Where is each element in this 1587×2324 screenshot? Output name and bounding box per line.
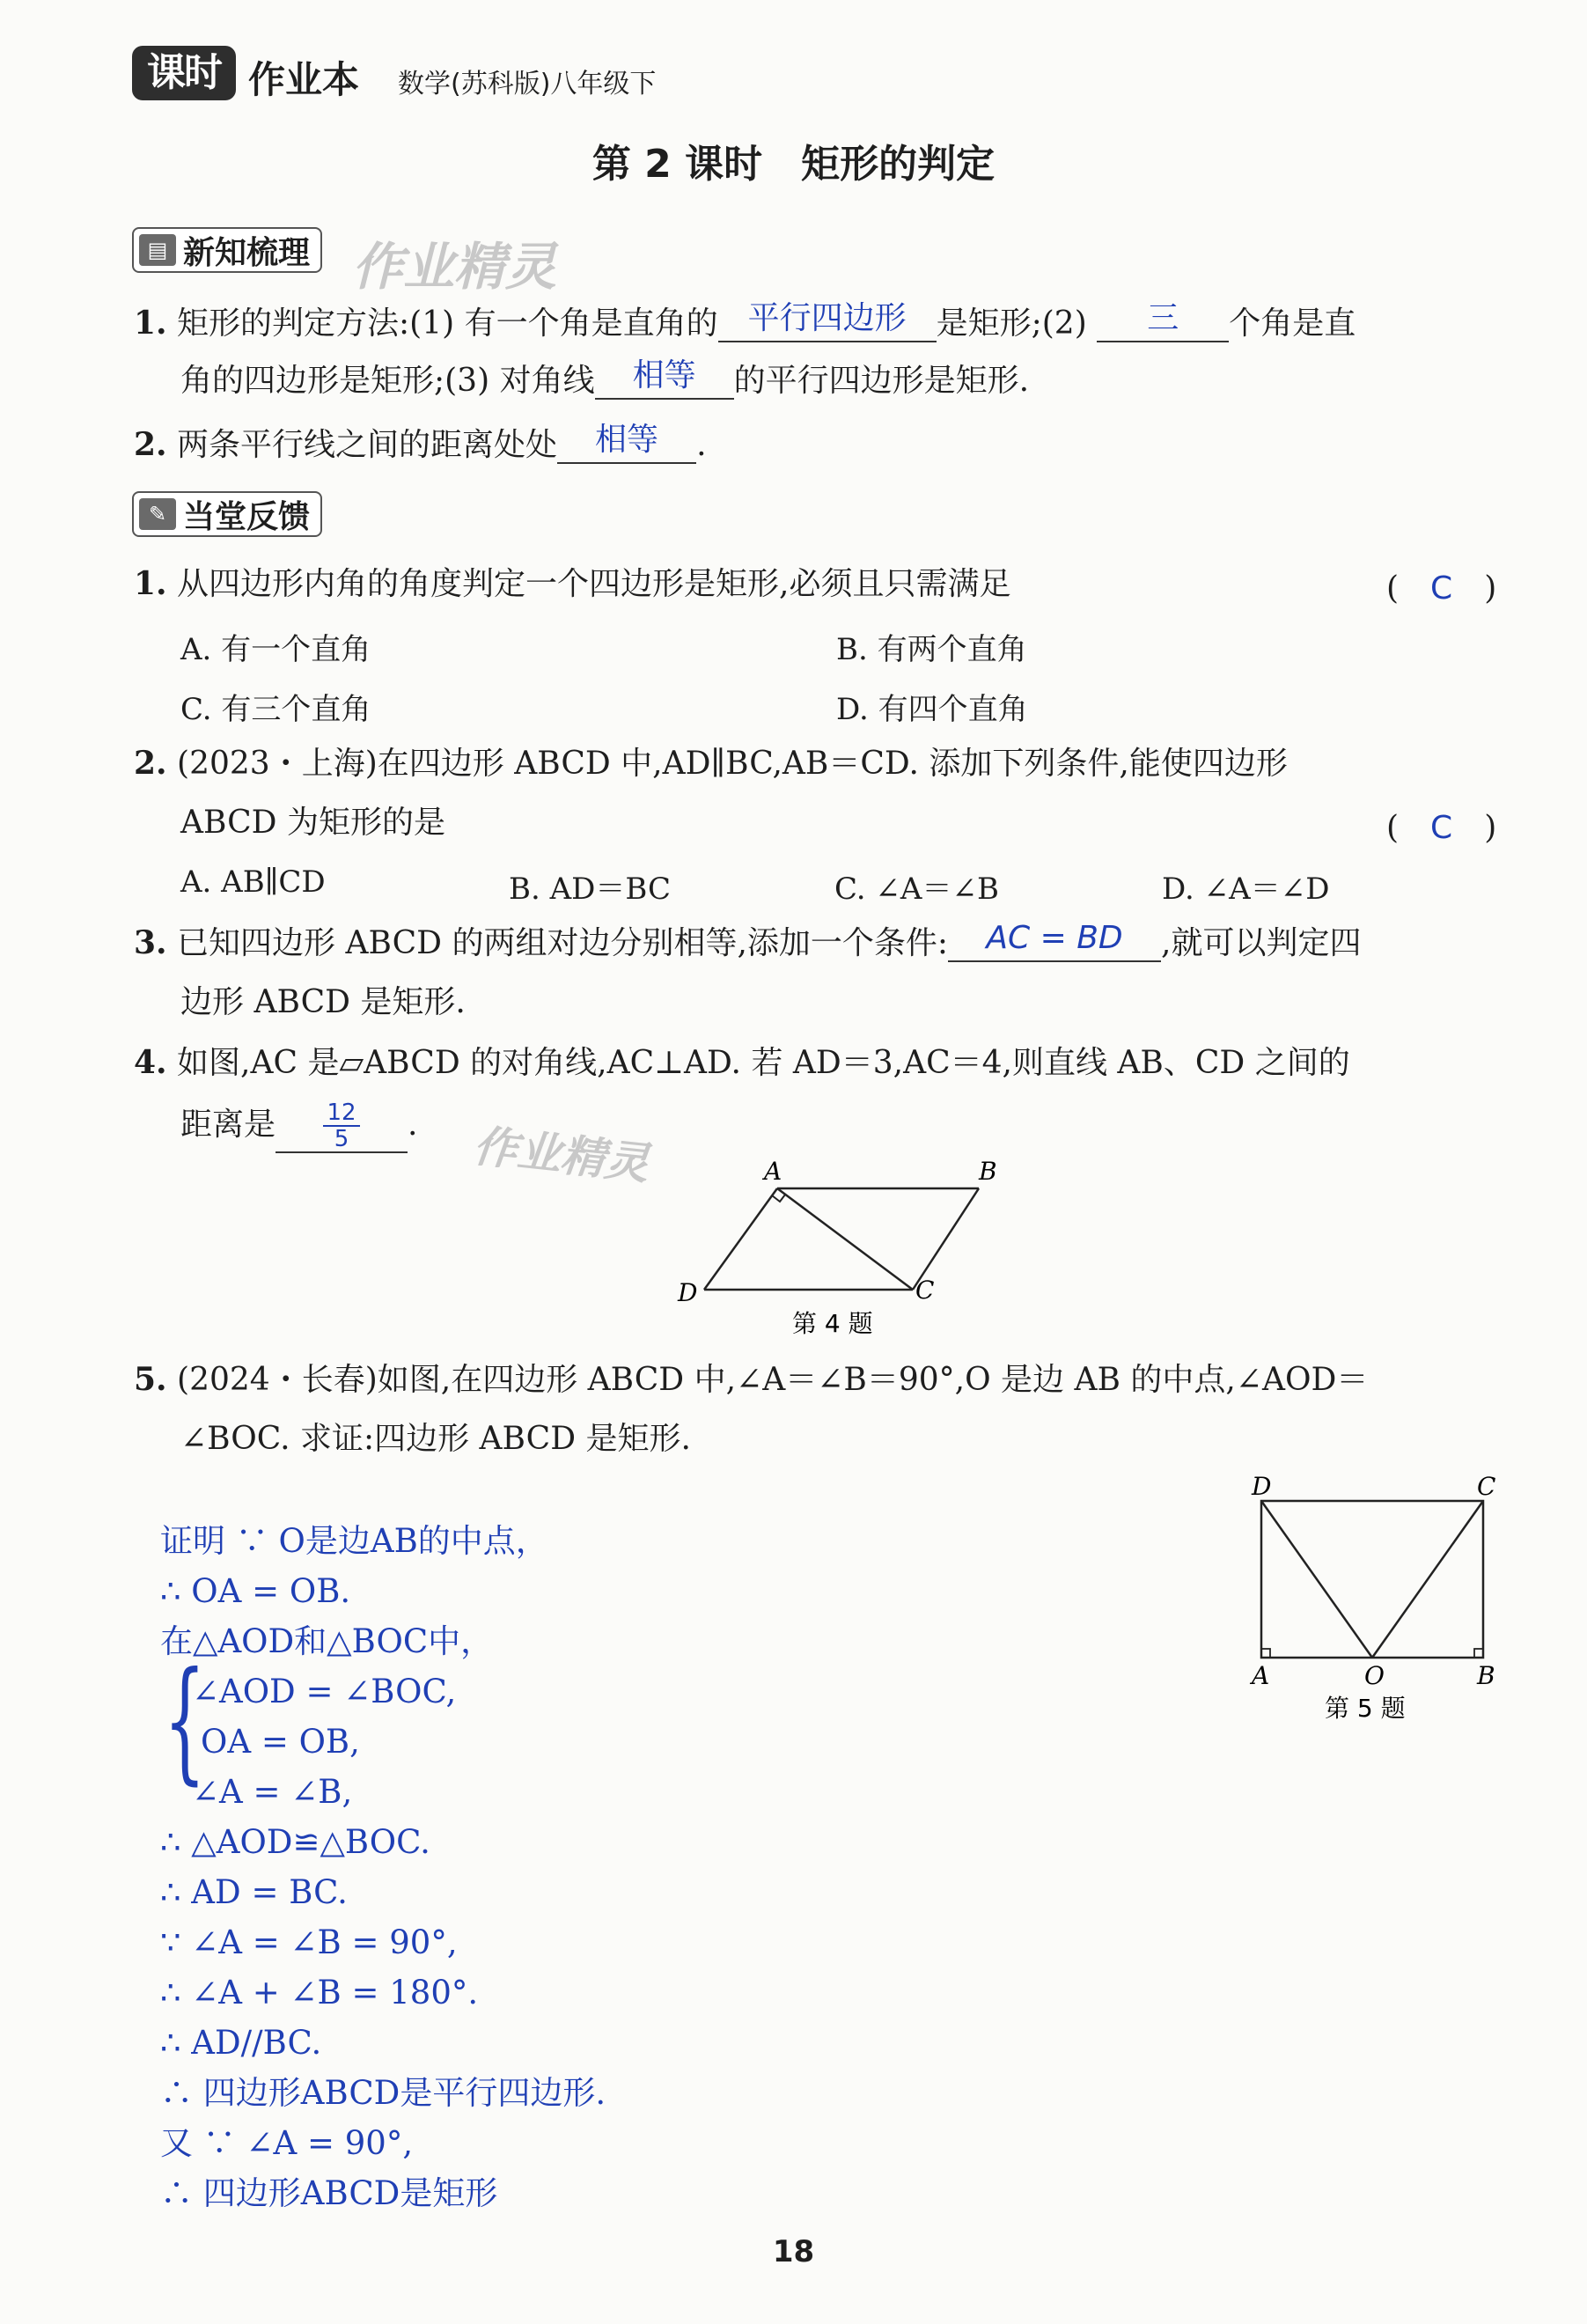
right-angle-mark [772,1195,785,1202]
option-d: D. 有四个直角 [836,692,1028,727]
section-new-knowledge [132,227,322,273]
label-d: D [678,1278,698,1307]
label-b: B [1477,1661,1495,1690]
answer-blank [276,1100,408,1153]
s2-q1 [134,562,1011,607]
notebook-icon: ▤ [139,234,176,266]
option-d: D. ∠A＝∠D [1162,872,1330,907]
question-text: 的平行四边形是矩形. [733,363,1030,399]
question-number: 3. [134,924,167,961]
proof-line: ∴ AD = BC. [160,1873,348,1911]
proof-line: OA = OB, [201,1723,360,1761]
question-text: (2024・长春)如图,在四边形 ABCD 中,∠A＝∠B＝90°,O 是边 AB 的中点,∠AOD＝ [177,1362,1369,1398]
book-title: 作业本 [248,58,360,101]
proof-line: 又 ∵ ∠A = 90°, [160,2124,414,2162]
right-angle-mark [1261,1649,1270,1658]
option-c: C. ∠A＝∠B [834,872,999,907]
watermark: 作业精灵 [471,1120,652,1190]
label-b: B [979,1157,997,1186]
book-subtitle: 数学(苏科版)八年级下 [398,69,657,99]
question-text: 是矩形;(2) [936,305,1087,342]
proof-line: ∴ AD//BC. [160,2024,322,2062]
proof-line: ∠AOD = ∠BOC, [192,1673,457,1710]
question-text: ,就可以判定四 [1161,925,1362,961]
watermark: 作业精灵 [352,237,557,297]
figure-q4 [669,1153,1003,1338]
rectangle-abcd [1261,1501,1483,1658]
s2-q3-line2: 边形 ABCD 是矩形. [180,984,466,1020]
proof-line: ∴ △AOD≌△BOC. [160,1823,430,1861]
figure-caption: 第 5 题 [1325,1694,1406,1723]
label-d: D [1252,1472,1272,1501]
answer-bracket: ( C ) [1386,810,1497,846]
proof-line: ∴ OA = OB. [160,1572,351,1610]
answer-blank: 三 [1097,297,1229,342]
segment-do [1261,1501,1372,1658]
s2-q5-line1 [134,1357,1368,1402]
question-text: 矩形的判定方法:(1) 有一个角是直角的 [177,305,718,342]
question-number: 4. [134,1044,167,1081]
lesson-title: 第 2 课时 矩形的判定 [591,142,996,187]
question-number: 2. [134,745,167,782]
label-a: A [764,1157,782,1186]
question-text: 距离是 [180,1107,276,1143]
question-text: 已知四边形 ABCD 的两组对边分别相等,添加一个条件: [177,925,949,961]
label-a: A [1252,1661,1270,1690]
question-text: . [696,427,707,463]
option-b: B. 有两个直角 [836,632,1027,667]
pencil-icon: ✎ [139,498,176,530]
brand-logo: 课时 [132,46,236,100]
segment-co [1372,1501,1483,1658]
proof-line: ∴ ∠A + ∠B = 180°. [160,1974,479,2011]
question-number: 1. [134,565,167,602]
proof-line: ∴ 四边形ABCD是矩形 [160,2174,498,2212]
answer-bracket: ( C ) [1386,570,1497,607]
option-a: A. AB∥CD [180,864,326,900]
s2-q2-line2: ABCD 为矩形的是 [180,805,445,841]
fraction-answer [323,1100,359,1151]
answer-blank: AC = BD [948,916,1161,962]
question-number: 2. [134,426,167,463]
right-angle-mark [1474,1649,1483,1658]
answer-blank: 平行四边形 [718,297,937,342]
proof-line: ∠A = ∠B, [192,1773,353,1811]
page-number: 18 [772,2234,815,2269]
s1-q1-line2 [180,359,1029,405]
denominator: 5 [334,1126,349,1152]
s2-q4-line2 [180,1100,417,1153]
system-brace: { [164,1644,206,1798]
option-b: B. AD＝BC [509,872,672,907]
question-text: 从四边形内角的角度判定一个四边形是矩形,必须且只需满足 [177,566,1011,602]
section-feedback [132,491,322,537]
option-a: A. 有一个直角 [180,632,371,667]
segment-da [704,1188,777,1290]
question-text: . [408,1107,418,1143]
s2-q2-line1 [134,741,1288,786]
choice-answer: C [1430,570,1453,607]
question-number: 5. [134,1361,167,1398]
question-number: 1. [134,305,167,342]
question-text: 两条平行线之间的距离处处 [177,427,558,463]
numerator: 12 [323,1100,359,1127]
s2-q3-line1 [134,921,1362,967]
proof-line: ∵ ∠A = ∠B = 90°, [160,1923,458,1961]
proof-line: 在△AOD和△BOC中， [160,1622,494,1660]
answer-blank: 相等 [595,354,734,400]
answer-blank: 相等 [557,418,696,464]
s2-q5-line2: ∠BOC. 求证:四边形 ABCD 是矩形. [180,1421,691,1457]
question-text: 角的四边形是矩形;(3) 对角线 [180,363,595,399]
proof-line: 证明 ∵ O是边AB的中点， [160,1522,548,1560]
figure-q5 [1241,1470,1505,1725]
option-c: C. 有三个直角 [180,692,371,727]
s1-q2 [134,423,707,469]
figure-caption: 第 4 题 [792,1309,873,1338]
label-c: C [915,1276,935,1305]
s1-q1-line1 [134,301,1356,348]
question-text: (2023・上海)在四边形 ABCD 中,AD∥BC,AB＝CD. 添加下列条件,能使四边形 [177,746,1288,782]
s2-q4-line1 [134,1041,1350,1085]
segment-bc [913,1188,979,1290]
question-text: 如图,AC 是▱ABCD 的对角线,AC⊥AD. 若 AD＝3,AC＝4,则直线 AB、CD 之间的 [177,1045,1350,1081]
diagonal-ac [777,1188,913,1290]
choice-answer: C [1430,810,1453,846]
question-text: 个角是直 [1229,305,1356,342]
section-label: 当堂反馈 [183,498,311,535]
section-label: 新知梳理 [183,234,311,271]
label-o: O [1364,1661,1385,1690]
label-c: C [1477,1472,1496,1501]
proof-line: ∴ 四边形ABCD是平行四边形. [160,2074,606,2112]
